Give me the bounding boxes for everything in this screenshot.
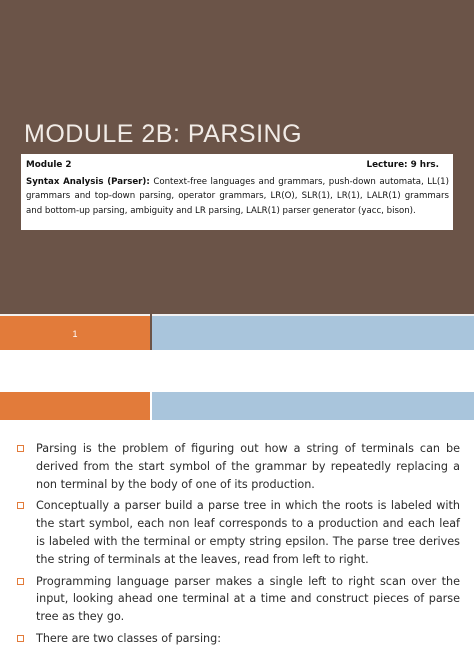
module-label: Module 2 [26, 160, 72, 170]
syllabus-body [26, 175, 449, 219]
footer-blue-bar [152, 314, 474, 350]
bullet-list [14, 440, 460, 652]
page-number: 1 [72, 329, 78, 339]
list-item [14, 440, 460, 493]
syllabus-box [21, 154, 453, 230]
bullet-text: There are two classes of parsing: [36, 631, 222, 645]
syllabus-header [26, 158, 449, 173]
list-item [14, 497, 460, 568]
header-blue-bar [152, 392, 474, 420]
lecture-hours: Lecture: 9 hrs. [366, 160, 439, 170]
bullet-text: Programming language parser makes a single left to right scan over the input, looking ahead one terminal at a time and construct pieces of parse tree as they go. [36, 574, 460, 624]
square-bullet-icon [17, 578, 24, 585]
list-item [14, 573, 460, 626]
list-item [14, 630, 460, 648]
header-orange-bar [0, 392, 150, 420]
square-bullet-icon [17, 502, 24, 509]
content-slide [0, 350, 474, 645]
syllabus-topic-heading: Syntax Analysis (Parser): [26, 176, 150, 187]
square-bullet-icon [17, 445, 24, 452]
bullet-text: Conceptually a parser build a parse tree in which the roots is labeled with the start symbol, each non leaf corresponds to a production and each leaf is labeled with the terminal or empty string epsilon. The parse tree derives the string of terminals at the leaves, read from left to right. [36, 499, 460, 566]
syllabus-topic-text: Context-free languages and grammars, push-down automata, LL(1) grammars and top-down parsing, operator grammars, LR(O), SLR(1), LR(1), LALR(1) grammars and bottom-up parsing, ambiguity and LR parsing, LALR(1) parser generator (yacc, bison). [26, 176, 450, 216]
slide-title: MODULE 2B: PARSING [24, 120, 303, 148]
bullet-text: Parsing is the problem of figuring out how a string of terminals can be derived from the start symbol of the grammar by repeatedly replacing a non terminal by the body of one of its production. [36, 442, 460, 491]
square-bullet-icon [17, 635, 24, 642]
